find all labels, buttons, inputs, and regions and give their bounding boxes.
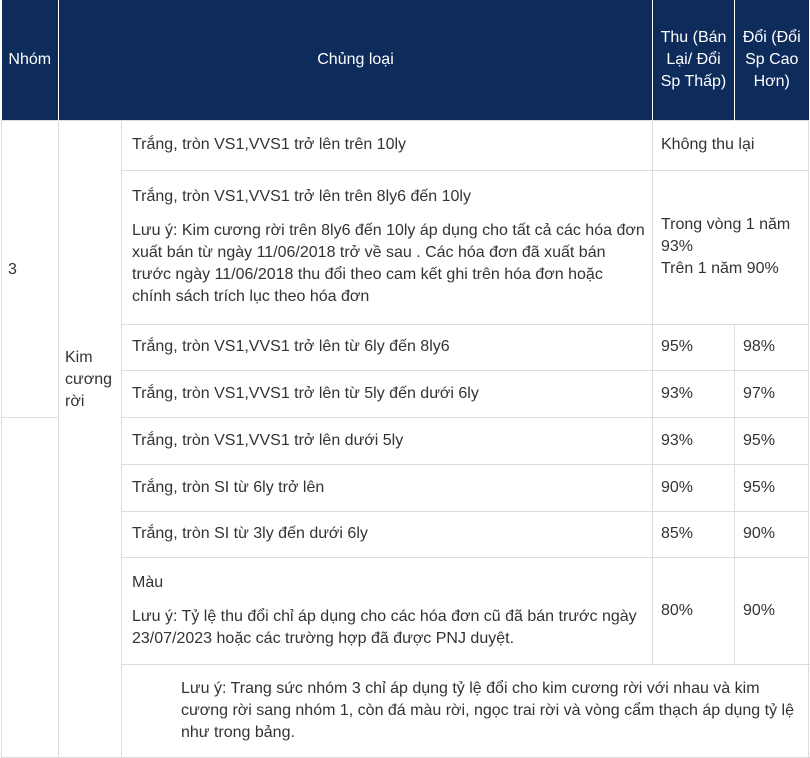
product-cell: Trắng, tròn VS1,VVS1 trở lên trên 10ly [122,120,653,170]
header-group: Nhóm [2,0,59,120]
buyback-rate-cell: 80% [653,557,735,664]
table-row [2,511,809,557]
table-row [2,557,809,664]
product-cell: Trắng, tròn VS1,VVS1 trở lên từ 5ly đến dưới 6ly [122,370,653,417]
buyback-rate-line: Trên 1 năm 90% [661,260,779,277]
buyback-rate-cell: 90% [653,464,735,511]
header-category: Chủng loại [59,0,653,120]
table-row [2,417,809,464]
buyback-rate-cell: 93% [653,370,735,417]
footer-note: Lưu ý: Trang sức nhóm 3 chỉ áp dụng tỷ lệ đổi cho kim cương rời với nhau và kim cương rời sang nhóm 1, còn đá màu rời, ngọc trai rời và vòng cẩm thạch áp dụng tỷ lệ như trong bảng. [122,664,809,757]
table-row [2,170,809,324]
buyback-rate-cell: Không thu lại [653,120,809,170]
exchange-rate-cell: 95% [735,417,809,464]
product-note: Lưu ý: Kim cương rời trên 8ly6 đến 10ly áp dụng cho tất cả các hóa đơn xuất bán từ ngày 11/06/2018 trở về sau . Các hóa đơn đã xuất bán trước ngày 11/06/2018 thu đổi theo cam kết ghi trên hóa đơn hoặc chính sách trích lục theo hóa đơn [132,222,645,305]
table-row [2,120,809,170]
group-number-cell: 3 [2,120,59,417]
exchange-rate-cell: 98% [735,324,809,370]
header-buyback: Thu (Bán Lại/ Đổi Sp Thấp) [653,0,735,120]
product-type-cell: Kim cương rời [59,120,122,757]
exchange-rate-cell: 90% [735,557,809,664]
buyback-rate-cell [653,170,809,324]
table-row [2,324,809,370]
table-row [2,464,809,511]
product-label: Trắng, tròn VS1,VVS1 trở lên trên 8ly6 đến 10ly [132,188,471,205]
buyback-rate-line: Trong vòng 1 năm 93% [661,216,791,255]
exchange-rate-cell: 97% [735,370,809,417]
product-cell: Trắng, tròn SI từ 3ly đến dưới 6ly [122,511,653,557]
product-cell [122,170,653,324]
group-empty-cell [2,417,59,757]
exchange-rate-cell: 95% [735,464,809,511]
footer-note-row [2,664,809,757]
buyback-rate-cell: 85% [653,511,735,557]
buyback-rate-cell: 93% [653,417,735,464]
product-cell: Trắng, tròn SI từ 6ly trở lên [122,464,653,511]
product-label: Màu [132,573,164,591]
table-header-row [2,0,809,120]
product-cell [122,557,653,664]
exchange-rate-cell: 90% [735,511,809,557]
table-row [2,370,809,417]
header-exchange: Đổi (Đổi Sp Cao Hơn) [735,0,809,120]
product-note: Lưu ý: Tỷ lệ thu đổi chỉ áp dụng cho các hóa đơn cũ đã bán trước ngày 23/07/2023 hoặc các trường hợp đã được PNJ duyệt. [132,607,637,647]
buyback-rate-table [1,0,809,758]
product-cell: Trắng, tròn VS1,VVS1 trở lên dưới 5ly [122,417,653,464]
buyback-rate-cell: 95% [653,324,735,370]
product-cell: Trắng, tròn VS1,VVS1 trở lên từ 6ly đến 8ly6 [122,324,653,370]
